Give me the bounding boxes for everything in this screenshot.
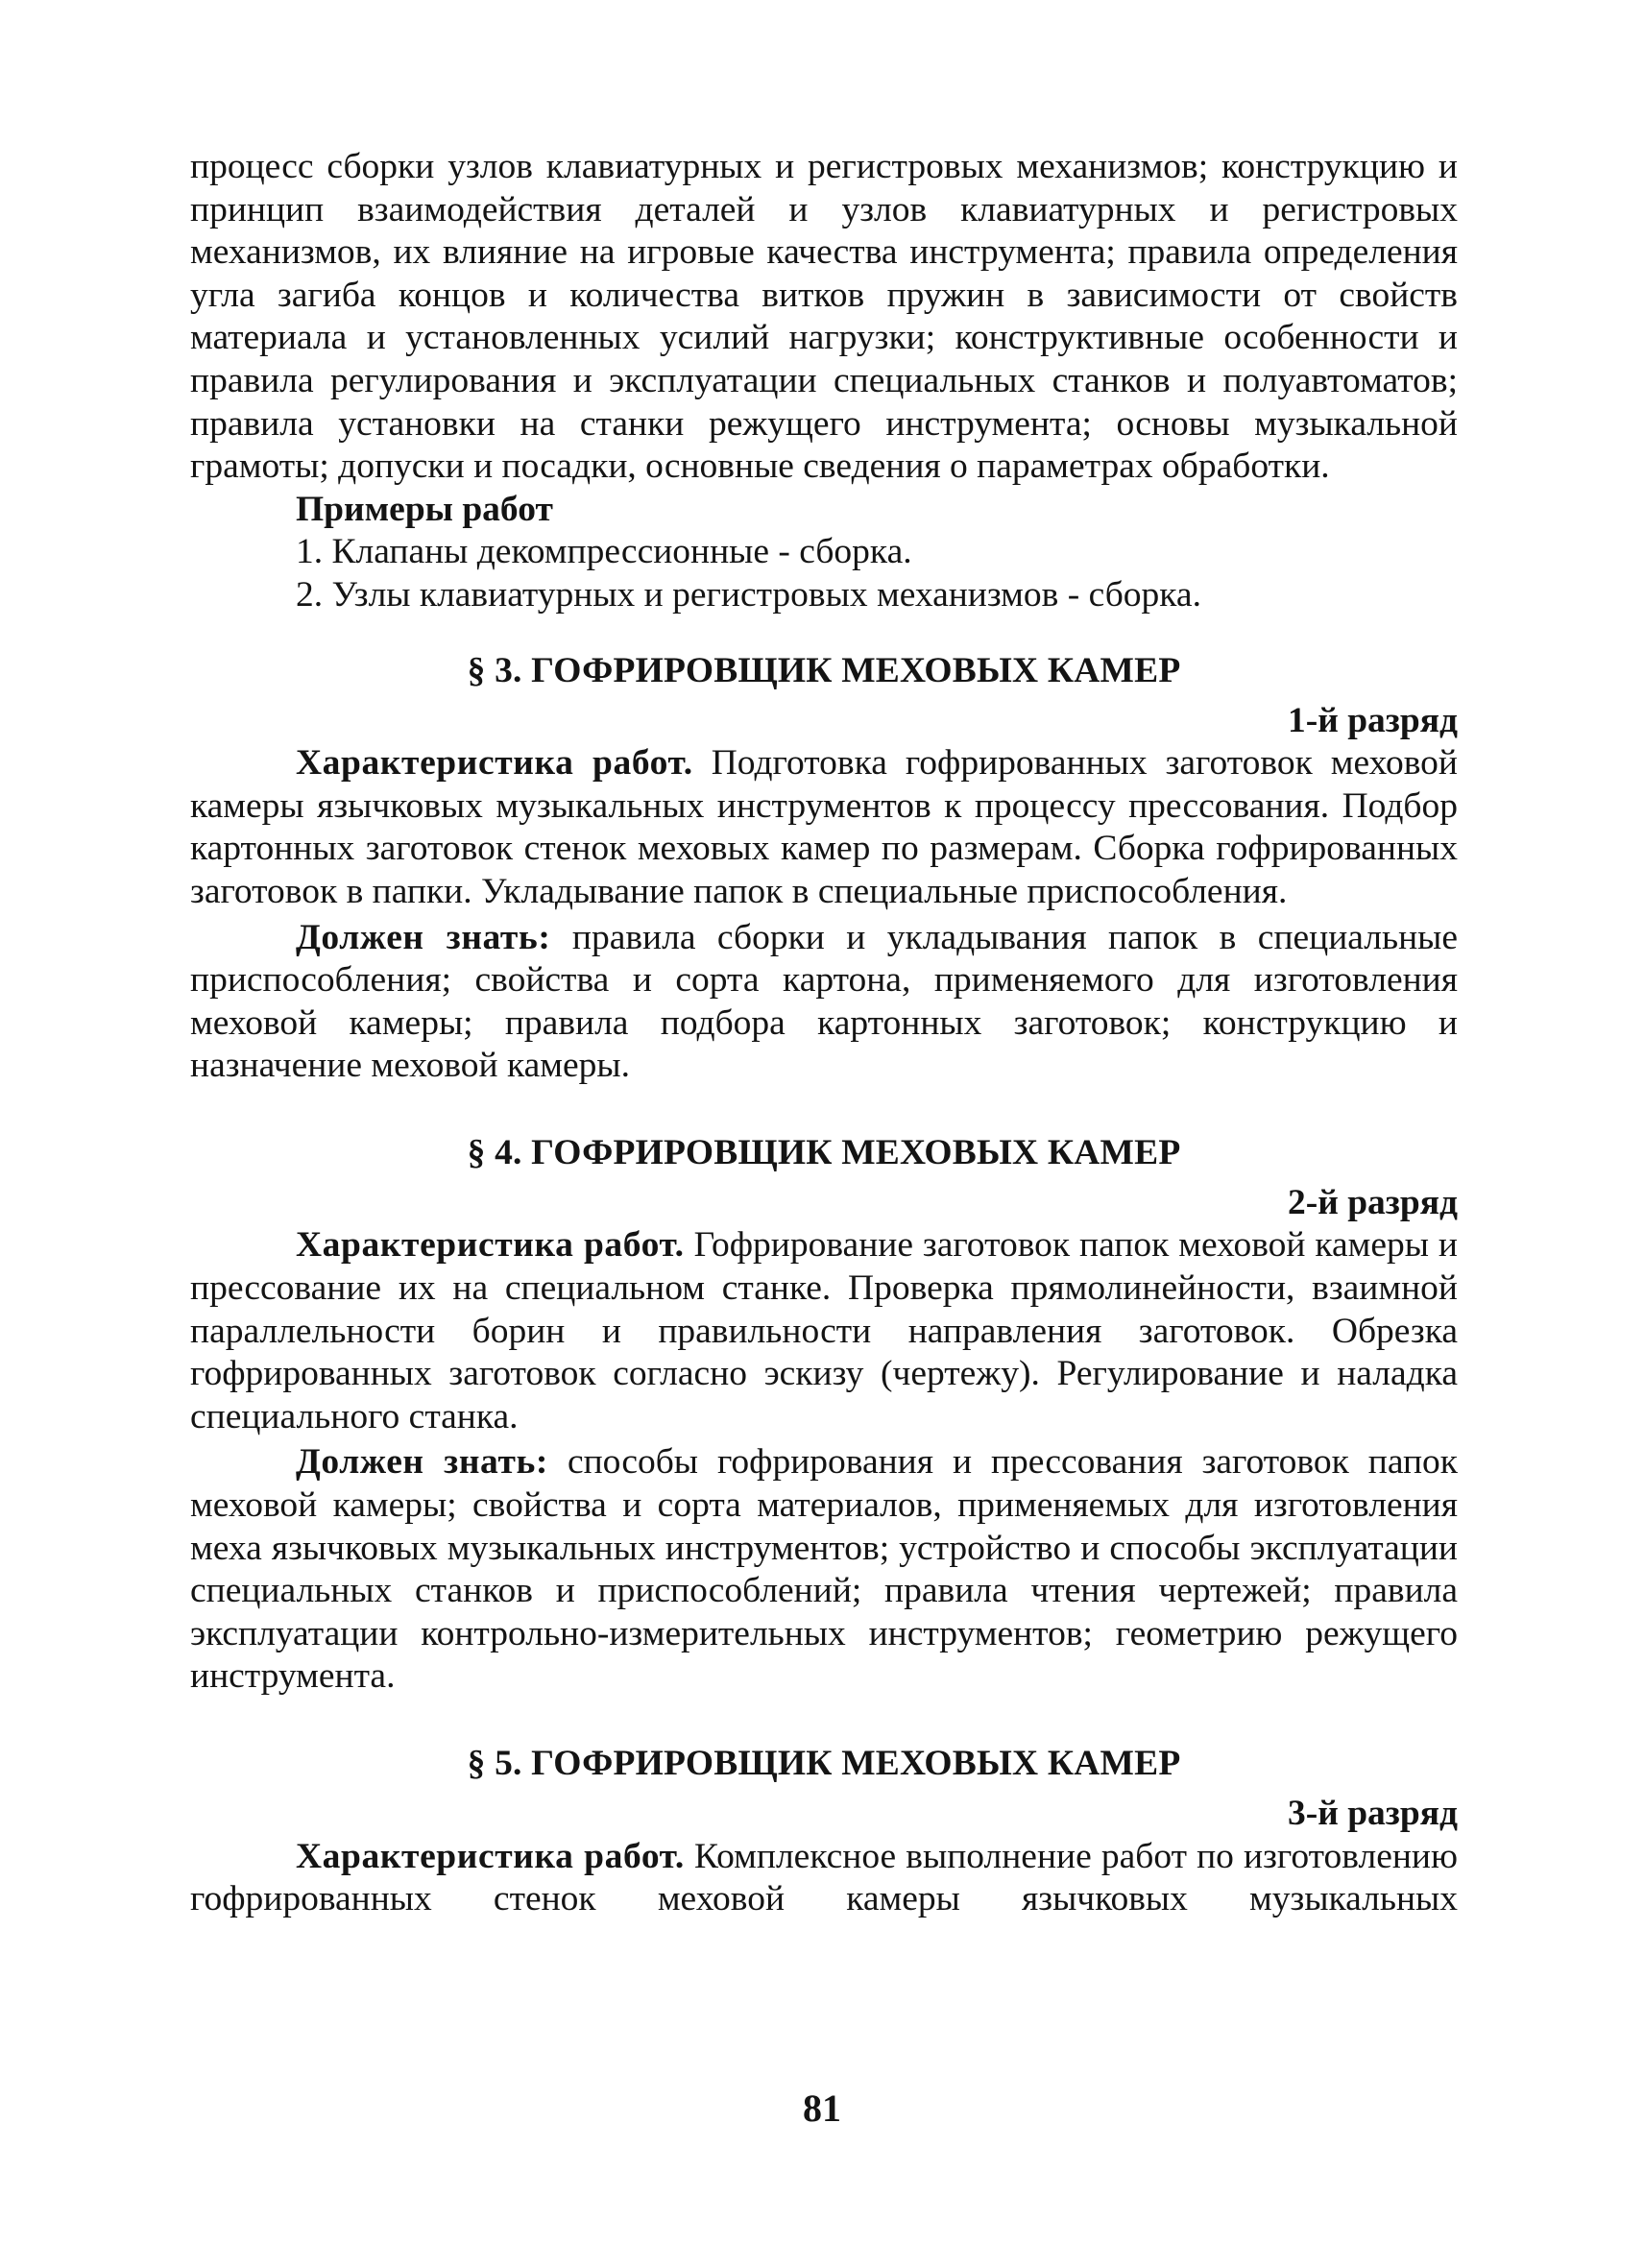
section-3-grade: 1-й разряд	[1287, 700, 1458, 740]
knowledge-text: способы гофрирования и прессования заготовок папок меховой камеры; свойства и сорта материалов, применяемых для изготовления меха язычковых музыкальных инструментов; устройство и способы эксплуатации специальных станков и приспособлений; правила чтения чертежей; правила эксплуатации контрольно-измерительных инструментов; геометрию режущего инструмента.	[190, 1442, 1459, 1697]
intro-paragraph: процесс сборки узлов клавиатурных и регистровых механизмов; конструкцию и принцип взаимодействия деталей и узлов клавиатурных и регистровых механизмов, их влияние на игровые качества инструмента; правила определения угла загиба концов и количества витков пружин в зависимости от свойств материала и установленных усилий нагрузки; конструктивные особенности и правила регулирования и эксплуатации специальных станков и полуавтоматов; правила установки на станки режущего инструмента; основы музыкальной грамоты; допуски и посадки, основные сведения о параметрах обработки.	[190, 147, 1458, 487]
characteristics-text: Подготовка гофрированных заготовок меховой камеры язычковых музыкальных инструментов к процессу прессования. Подбор картонных заготовок стенок меховых камер по размерам. Сборка гофрированных заготовок в папки. Укладывание папок в специальные приспособления.	[190, 743, 1458, 911]
characteristics-text: Комплексное выполнение работ по изготовлению гофрированных стенок меховой камеры язычковых музыкальных	[190, 1836, 1458, 1919]
knowledge-label: Должен знать:	[296, 1442, 548, 1483]
section-5-characteristics	[190, 1836, 1458, 1921]
section-3-characteristics	[190, 742, 1458, 913]
characteristics-label: Характеристика работ.	[296, 743, 693, 784]
section-5-title: § 5. ГОФРИРОВЩИК МЕХОВЫХ КАМЕР	[467, 1744, 1181, 1783]
examples-label: Примеры работ	[296, 489, 553, 529]
section-3-knowledge	[190, 917, 1458, 1088]
section-4-title: § 4. ГОФРИРОВЩИК МЕХОВЫХ КАМЕР	[467, 1132, 1181, 1172]
page-body	[190, 146, 1458, 1921]
knowledge-text: правила сборки и укладывания папок в специальные приспособления; свойства и сорта картона, применяемого для изготовления меховой камеры; правила подбора картонных заготовок; конструкцию и назначение меховой камеры.	[190, 917, 1458, 1086]
list-item: 2. Узлы клавиатурных и регистровых механизмов - сборка.	[296, 574, 1201, 615]
characteristics-text: Гофрирование заготовок папок меховой камеры и прессование их на специальном станке. Проверка прямолинейности, взаимной параллельности борин и правильности направления заготовок. Обрезка гофрированных заготовок согласно эскизу (чертежу). Регулирование и наладка специального станка.	[190, 1225, 1458, 1436]
knowledge-label: Должен знать:	[296, 917, 551, 957]
characteristics-label: Характеристика работ.	[296, 1225, 685, 1266]
page-number: 81	[803, 2087, 841, 2130]
section-4-characteristics	[190, 1224, 1458, 1438]
section-5-grade: 3-й разряд	[1287, 1794, 1458, 1833]
section-4-grade: 2-й разряд	[1287, 1182, 1458, 1222]
examples-list	[190, 531, 1458, 616]
characteristics-label: Характеристика работ.	[296, 1836, 685, 1876]
list-item: 1. Клапаны декомпрессионные - сборка.	[296, 532, 912, 572]
section-4-knowledge	[190, 1441, 1458, 1699]
section-3-title: § 3. ГОФРИРОВЩИК МЕХОВЫХ КАМЕР	[467, 650, 1181, 690]
